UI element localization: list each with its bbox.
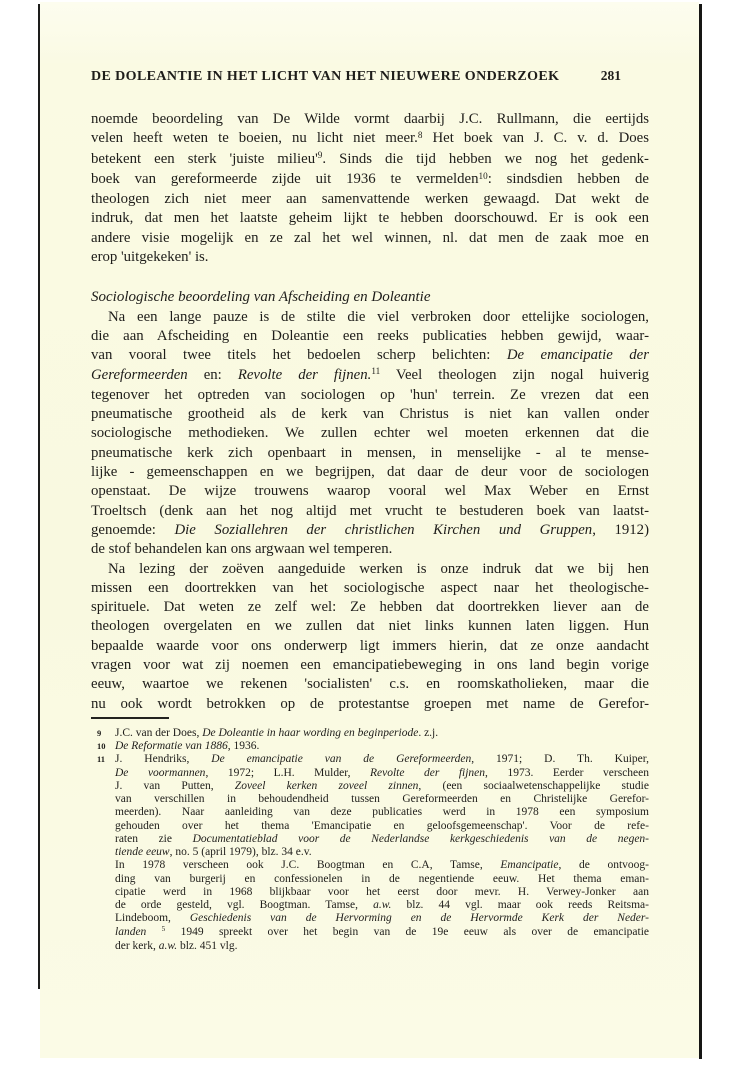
text-run: Lindeboom,: [115, 912, 190, 925]
text-run: : sindsdien hebben de: [487, 170, 649, 187]
text-run: Die Soziallehren der christlichen Kirchen und Gruppen: [174, 521, 593, 538]
text-line: [115, 833, 649, 846]
page-right-edge-line: [699, 4, 702, 1059]
text-line: [91, 110, 649, 129]
text-line: [115, 727, 649, 740]
text-run: vragen voor wat zij noemen een emancipatiebeweging in ons land begin vorige: [91, 657, 649, 674]
text-run: genoemde:: [91, 521, 175, 538]
running-header: [91, 68, 649, 88]
text-line: [91, 346, 649, 365]
text-run: lijke - gemeenschappen en we begrijpen, dat daar de deur voor de sociologen: [91, 464, 649, 481]
paragraph: [91, 110, 649, 267]
text-run: andere visie mogelijk en ze zal het wel winnen, nl. dat men de zaak moe en: [91, 229, 649, 246]
text-run: De emancipatie van de Gereformeerden: [211, 753, 472, 766]
text-line: [91, 229, 649, 248]
text-line: [115, 767, 649, 780]
text-line: [115, 740, 649, 753]
text-run: der kerk,: [115, 939, 159, 952]
text-run: Revolte der fijnen: [369, 766, 486, 779]
text-line: [115, 806, 649, 819]
text-run: Het boek van J. C. v. d. Does: [422, 130, 649, 147]
text-run: . Sinds die tijd hebben we nog het gedenk-: [322, 150, 649, 167]
text-run: de orde gesteld, vgl. Boogtman. Tamse,: [115, 899, 374, 912]
text-line: [91, 617, 649, 636]
text-run: openstaat. De wijze trouwens waarop vooral wel Max Weber en Ernst: [91, 483, 649, 500]
footnotes: [91, 727, 649, 953]
body-text: [91, 110, 649, 714]
text-line: [91, 540, 649, 559]
text-line: [115, 859, 649, 872]
text-line: [91, 308, 649, 327]
footnote: [91, 753, 649, 953]
text-run: van vooral twee titels het bedoelen scherp belichten:: [91, 347, 507, 364]
text-run: pneumatische grootheid als de kerk van Christus is niet kan vallen onder: [91, 406, 649, 423]
text-run: Veel theologen zijn nogal huiverig: [380, 366, 649, 383]
text-run: en:: [187, 366, 238, 383]
text-line: [91, 366, 649, 386]
page-left-edge-line: [38, 4, 40, 989]
text-run: meerden). Naar aanleiding van deze publicaties werd in 1978 een symposium: [115, 806, 649, 819]
text-run: , no. 5 (april 1979), blz. 34 e.v.: [169, 846, 312, 859]
text-run: J. van Putten,: [115, 779, 235, 792]
text-line: [91, 675, 649, 694]
footnote: [91, 740, 649, 753]
text-line: [115, 820, 649, 833]
text-run: eeuw, waartoe we rekenen 'socialisten' c.s. en roomskatholieken, maar die: [91, 676, 649, 693]
text-run: J.C. van der Does,: [115, 726, 203, 739]
text-run: erop 'uitgekeken' is.: [91, 249, 209, 266]
text-line: [91, 209, 649, 228]
text-run: die aan Afscheiding en Doleantie een reeks publicaties hebben gewijd, waar-: [91, 327, 649, 344]
text-run: landen: [115, 925, 147, 938]
text-run: theologen zich niet meer aan samenvattende werken gewaagd. Dat wekt de: [91, 191, 649, 208]
text-run: , 1936.: [227, 740, 260, 753]
text-run: De emancipatie der: [506, 347, 649, 364]
text-line: [91, 150, 649, 170]
footnote-separator: [91, 717, 169, 719]
text-run: Gereformeerden: [91, 366, 188, 383]
text-run: van verschillen in behoudendheid tussen Gereformeerden en Christelijke Gerefor-: [115, 793, 649, 806]
text-run: Geschiedenis van de Hervorming en de Hervormde Kerk der Neder-: [189, 912, 649, 925]
text-run: De Reformatie van 1886: [115, 740, 228, 753]
text-line: [91, 502, 649, 521]
text-line: [115, 912, 649, 925]
text-line: [115, 899, 649, 912]
text-run: gehouden over het thema 'Emancipatie en geloofsgemeenschap'. Voor de refe-: [115, 819, 649, 832]
text-run: 1949 spreekt over het begin van de 19e eeuw als over de emancipatie: [165, 925, 650, 938]
text-run: pneumatische kerk zich openbaart in mensen, in menselijke - al te mense-: [91, 444, 649, 461]
text-run: tiende eeuw: [115, 846, 170, 859]
text-run: indruk, dat men het laatste geheim lijkt te hebben doorschouwd. Er is ook een: [91, 210, 649, 227]
text-line: [91, 170, 649, 190]
text-line: [91, 560, 649, 579]
text-run: ding van burgerij en confessionelen in de negentiende eeuw. Het thema eman-: [115, 872, 649, 885]
text-run: velen heeft weten te boeien, nu licht niet meer.: [91, 130, 418, 147]
text-line: [91, 405, 649, 424]
text-run: Na een lange pauze is de stilte die viel verbroken door ettelijke sociologen,: [108, 308, 649, 325]
text-run: Emancipatie: [500, 859, 559, 872]
page-number: 281: [600, 68, 621, 83]
running-header-title: DE DOLEANTIE IN HET LICHT VAN HET NIEUWERE ONDERZOEK: [91, 69, 560, 84]
text-run: nu ook wordt betrokken op de protestantse groepen met name de Gerefor-: [91, 695, 649, 712]
text-run: raten zie: [115, 832, 193, 845]
text-run: tegenover het optreden van sociologen op 'hun' terrein. Ze vrezen dat een: [91, 386, 649, 403]
text-run: sociologische methodieken. We zullen echter wel moeten erkennen dat die: [91, 425, 649, 442]
text-run: Zoveel kerken zoveel zinnen: [234, 779, 419, 792]
text-line: [91, 656, 649, 675]
text-line: [115, 793, 649, 806]
text-line: [91, 463, 649, 482]
text-run: de stof behandelen kan ons argwaan wel temperen.: [91, 541, 393, 558]
text-run: , de ontvoog-: [558, 859, 649, 872]
footnote: [91, 727, 649, 740]
text-run: , 1912): [592, 521, 650, 538]
text-run: Documentatieblad voor de Nederlandse kerkgeschiedenis van de negen-: [192, 832, 650, 845]
text-run: blz. 451 vlg.: [177, 939, 238, 952]
text-run: Troeltsch (denk aan het nog altijd met vrucht te bestuderen boek van laatst-: [91, 502, 649, 519]
text-line: [91, 444, 649, 463]
text-line: [91, 386, 649, 405]
text-run: boek van gereformeerde zijde uit 1936 te vermelden: [91, 170, 479, 187]
footnote-reference: 10: [478, 170, 488, 181]
text-run: noemde beoordeling van De Wilde vormt daarbij J.C. Rullmann, die eertijds: [91, 111, 649, 127]
text-run: Sociologische beoordeling van Afscheiding en Doleantie: [91, 289, 431, 306]
text-line: [91, 129, 649, 149]
text-run: bepaalde waarde voor ons onderwerp ligt immers hierin, dat ze onze aandacht: [91, 637, 649, 654]
section-heading: [91, 288, 649, 307]
text-run: . z.j.: [418, 726, 439, 739]
footnote-reference: 8: [417, 129, 423, 140]
footnote-reference: 9: [317, 150, 323, 161]
text-line: [91, 579, 649, 598]
footnote-number: 9: [97, 727, 102, 738]
text-line: [91, 482, 649, 501]
text-run: [146, 926, 161, 938]
footnote-number: 11: [97, 754, 106, 765]
text-run: De Doleantie in haar wording en beginperiode: [202, 726, 419, 739]
footnote-reference: 5: [161, 925, 166, 934]
page-content: [91, 0, 649, 953]
text-line: [91, 190, 649, 209]
text-run: blz. 44 vgl. maar ook reeds Reitsma-: [391, 899, 649, 912]
text-line: [91, 637, 649, 656]
text-line: [91, 327, 649, 346]
text-line: [91, 424, 649, 443]
text-run: cipatie werd in 1968 blijkbaar voor het eerst door mevr. H. Verwey-Jonker aan: [115, 885, 649, 898]
paragraph: [91, 308, 649, 560]
text-run: theologen overgelaten en we zullen dat niet links kunnen laten liggen. Hun: [91, 618, 649, 635]
text-run: spirituele. Dat weten ze zelf wel: Ze hebben dat doortrekken liever aan de: [91, 599, 649, 616]
text-line: [115, 873, 649, 886]
text-run: , (een sociaalwetenschappelijke studie: [418, 779, 649, 792]
footnote-number: 10: [97, 741, 106, 752]
text-line: [115, 753, 649, 766]
text-run: In 1978 verscheen ook J.C. Boogtman en C.A, Tamse,: [115, 859, 501, 872]
text-run: De voormannen: [115, 766, 206, 779]
text-line: [115, 780, 649, 793]
text-run: a.w.: [373, 899, 392, 912]
text-line: [115, 940, 649, 953]
text-run: J. Hendriks,: [115, 753, 212, 766]
paragraph: [91, 560, 649, 714]
text-run: a.w.: [158, 939, 178, 952]
text-line: [91, 598, 649, 617]
text-run: , 1972; L.H. Mulder,: [205, 766, 370, 779]
text-run: betekent een sterk 'juiste milieu': [91, 150, 318, 167]
text-run: , 1971; D. Th. Kuiper,: [471, 753, 649, 766]
text-run: missen een doortrekken van het sociologische aspect naar het theologische-: [91, 579, 649, 596]
footnote-reference: 11: [371, 366, 381, 377]
text-run: Revolte der fijnen.: [237, 366, 372, 383]
text-line: [115, 926, 649, 940]
text-line: [91, 695, 649, 714]
text-line: [91, 521, 649, 540]
text-run: , 1973. Eerder verscheen: [485, 766, 650, 779]
text-line: [115, 886, 649, 899]
text-line: [91, 248, 649, 267]
text-line: [115, 846, 649, 859]
text-run: Na lezing der zoëven aangeduide werken is onze indruk dat we bij hen: [108, 560, 649, 577]
